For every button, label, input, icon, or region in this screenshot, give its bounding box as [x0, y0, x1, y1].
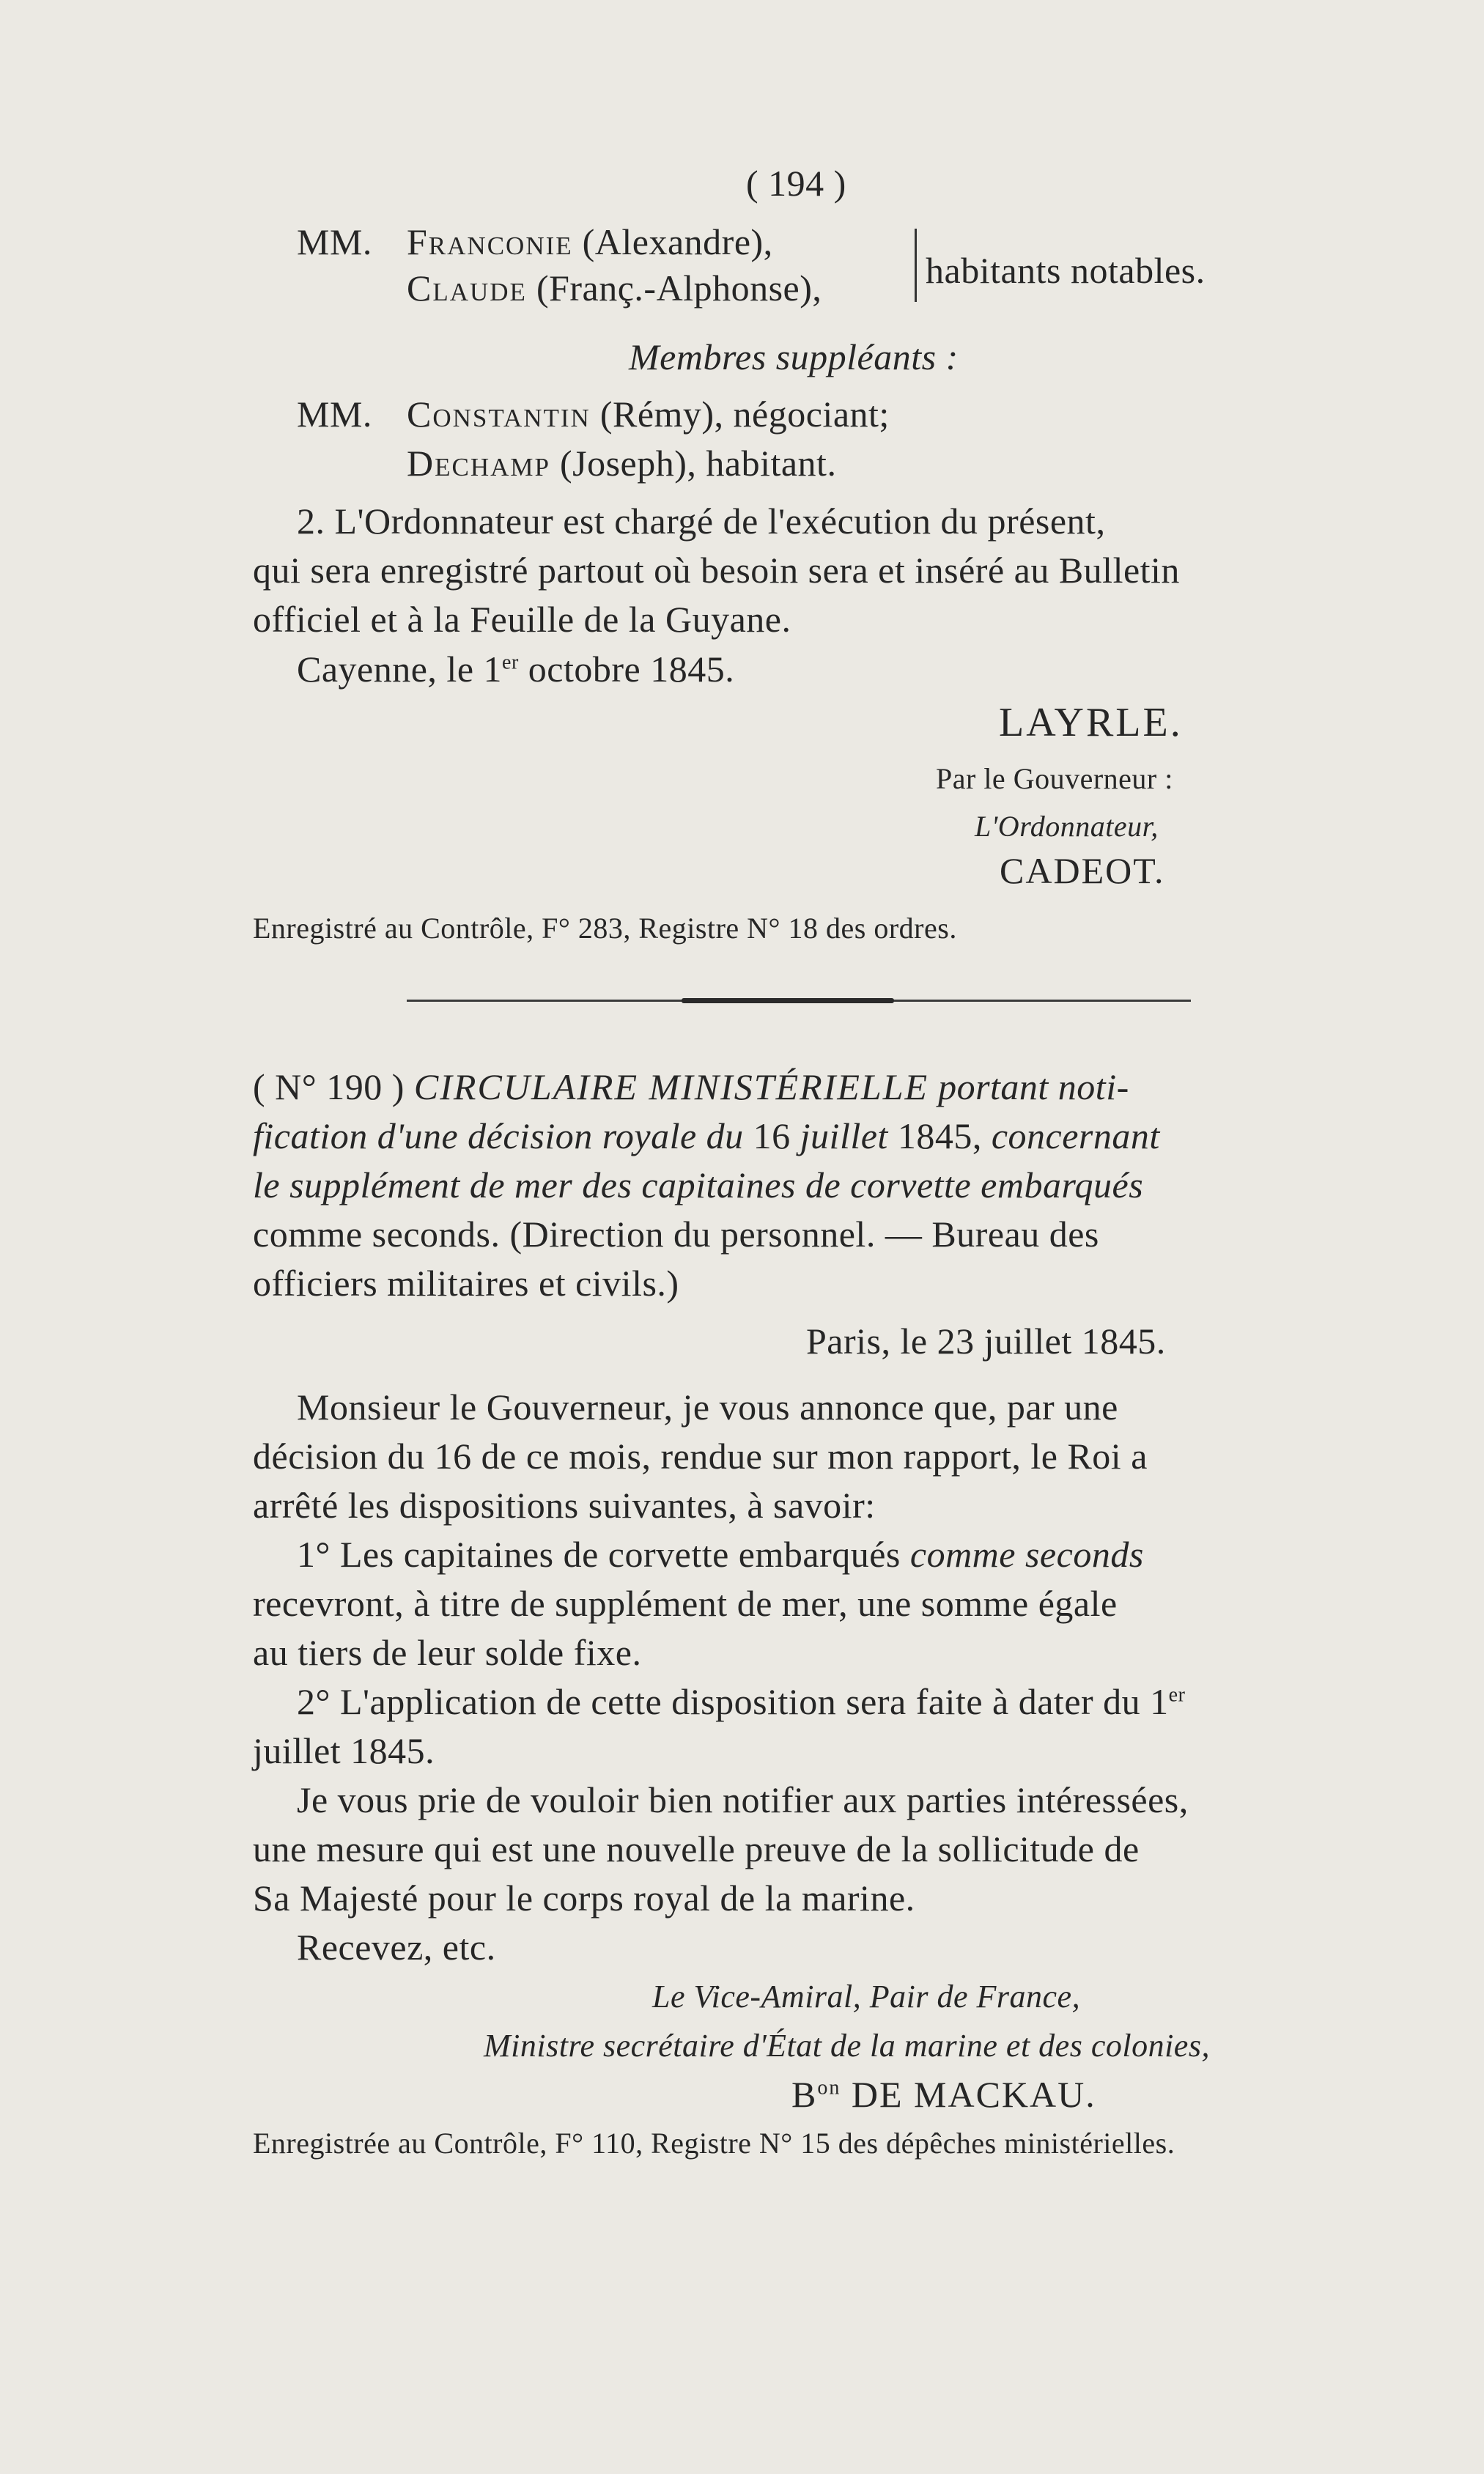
closing-line-3: Sa Majesté pour le corps royal de la marine. — [253, 1877, 915, 1919]
body-line-3: arrêté les dispositions suivantes, à savoir: — [253, 1485, 876, 1526]
notable-1 — [407, 221, 773, 262]
registration-1: Enregistré au Contrôle, F° 283, Registre N° 18 des ordres. — [253, 912, 957, 945]
signature2-line-2: Ministre secrétaire d'État de la marine et des colonies, — [484, 2028, 1210, 2064]
article2-line-3: officiel et à la Feuille de la Guyane. — [253, 599, 791, 640]
signature-layrle: LAYRLE. — [999, 700, 1183, 745]
mackau-pre: B — [791, 2074, 818, 2115]
registration-2: Enregistrée au Contrôle, F° 110, Registre N° 15 des dépêches ministérielles. — [253, 2127, 1175, 2160]
article2-line-2: qui sera enregistré partout où besoin sera et inséré au Bulletin — [253, 550, 1180, 591]
circular-line-2 — [253, 1115, 1160, 1156]
point1-line-1 — [297, 1536, 1144, 1573]
point1-a: 1° Les capitaines de corvette embarqués — [297, 1534, 901, 1575]
closing-line-2: une mesure qui est une nouvelle preuve de la sollicitude de — [253, 1828, 1140, 1869]
suppleant-1-surname: Constantin — [407, 394, 591, 435]
circular-line-3: le supplément de mer des capitaines de corvette embarqués — [253, 1164, 1144, 1205]
circular-line-5: officiers militaires et civils.) — [253, 1263, 679, 1304]
date-cayenne-sup: er — [502, 651, 519, 674]
signature-by: Par le Gouverneur : — [936, 762, 1173, 795]
mackau-post: DE MACKAU. — [841, 2074, 1096, 2115]
suppleants-mm: MM. — [297, 394, 372, 435]
circular-title-portant: portant noti- — [938, 1066, 1129, 1107]
notable-2-surname: Claude — [407, 267, 527, 309]
signature2-line-1: Le Vice-Amiral, Pair de France, — [652, 1979, 1081, 2015]
mackau-sup: on — [817, 2076, 841, 2100]
brace-notables — [915, 229, 920, 302]
circular-title-2c: juillet — [800, 1115, 888, 1156]
suppleant-2 — [407, 443, 837, 484]
point1-line-2: recevront, à titre de supplément de mer, une somme égale — [253, 1583, 1118, 1624]
circular-number: 190 — [326, 1066, 383, 1107]
point1-line-3: au tiers de leur solde fixe. — [253, 1632, 642, 1673]
circular-no-open: ( N° — [253, 1066, 317, 1107]
suppleant-1-rest: (Rémy), négociant; — [599, 394, 890, 435]
separator-ornament — [682, 998, 894, 1003]
point1-b: comme seconds — [909, 1534, 1144, 1575]
point2-sup: er — [1168, 1683, 1186, 1707]
date-cayenne-pre: Cayenne, le 1 — [297, 649, 503, 690]
suppleant-2-surname: Dechamp — [407, 443, 550, 484]
article2-line-1: 2. L'Ordonnateur est chargé de l'exécution du présent, — [297, 501, 1106, 542]
circular-no-close: ) — [391, 1066, 405, 1107]
point2-a: 2° L'application de cette disposition sera faite à dater du 1 — [297, 1681, 1169, 1722]
suppleant-1 — [407, 394, 890, 435]
circular-title-2d: 1845, — [897, 1115, 982, 1156]
date-cayenne-post: octobre 1845. — [518, 649, 735, 690]
page-number: ( 194 ) — [746, 163, 846, 204]
circular-title-2a: fication d'une décision royale du — [253, 1115, 744, 1156]
circular-title-2b: 16 — [753, 1115, 791, 1156]
suppleant-2-rest: (Joseph), habitant. — [559, 443, 837, 484]
suppleants-heading: Membres suppléants : — [629, 336, 959, 377]
notable-2-given: (Franç.-Alphonse), — [536, 267, 822, 309]
notable-1-surname: Franconie — [407, 221, 573, 262]
closing-line-1: Je vous prie de vouloir bien notifier aux parties intéressées, — [297, 1779, 1189, 1820]
circular-line-1 — [253, 1068, 1129, 1105]
circular-title-2e: concernant — [991, 1115, 1160, 1156]
notables-mm: MM. — [297, 221, 372, 262]
body-line-1: Monsieur le Gouverneur, je vous annonce que, par une — [297, 1386, 1118, 1428]
signature-role: L'Ordonnateur, — [975, 810, 1159, 843]
closing-line-4: Recevez, etc. — [297, 1927, 496, 1968]
point2-line-2: juillet 1845. — [253, 1730, 435, 1771]
date-cayenne — [297, 649, 735, 690]
body-line-2: décision du 16 de ce mois, rendue sur mon rapport, le Roi a — [253, 1436, 1148, 1477]
circular-title: CIRCULAIRE MINISTÉRIELLE — [413, 1066, 929, 1107]
notables-role: habitants notables. — [926, 250, 1206, 291]
point2-line-1 — [297, 1683, 1185, 1720]
signature-cadeot: CADEOT. — [1000, 850, 1165, 891]
date-paris: Paris, le 23 juillet 1845. — [806, 1321, 1166, 1362]
notable-1-given: (Alexandre), — [582, 221, 773, 262]
circular-line-4: comme seconds. (Direction du personnel. — Bureau des — [253, 1214, 1099, 1255]
notable-2 — [407, 267, 822, 309]
signature-mackau — [791, 2076, 1096, 2113]
